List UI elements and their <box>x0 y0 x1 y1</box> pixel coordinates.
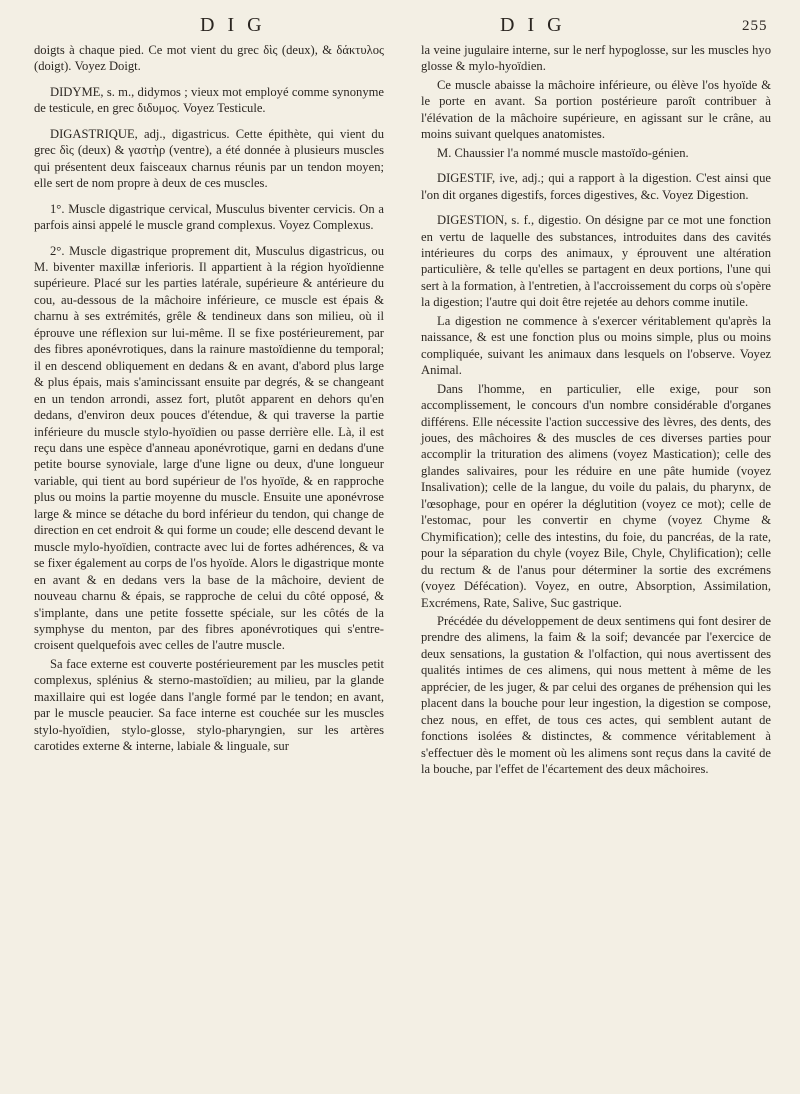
left-column <box>34 42 384 757</box>
paragraph: doigts à chaque pied. Ce mot vient du grec δὶς (deux), & δάκτυλος (doigt). Voyez Doigt. <box>34 43 384 74</box>
paragraph: la veine jugulaire interne, sur le nerf hypoglosse, sur les muscles hyo glosse & mylo-hyoïdien. <box>421 43 771 74</box>
right-column <box>421 42 771 779</box>
entry-digastrique-cervical: 1°. Muscle digastrique cervical, Musculus biventer cervicis. On a parfois ainsi appelé le muscle grand complexus. Voyez Complexus. <box>34 201 384 233</box>
entry-digestion: DIGESTION, s. f., digestio. On désigne par ce mot une fonction en vertu de laquelle des substances, introduites dans des cavités intérieures du corps des animaux, y éprouvent une altération particulière, & telle qu'elles se partagent en deux portions, l'une qui sert à la formation, à l'entretien, à l'accroissement du corps où s'opère la digestion; l'autre qui doit être rejetée au dehors comme inutile. <box>421 213 771 310</box>
running-head-right: D I G <box>500 14 566 36</box>
paragraph: La digestion ne commence à s'exercer véritablement qu'après la naissance, & est une fonction plus ou moins simple, plus ou moins compliquée, suivant les animaux dans lesquels on l'observe. Voyez Animal. <box>421 313 771 378</box>
running-head-left: D I G <box>200 14 266 36</box>
paragraph: Précédée du développement de deux sentimens qui font desirer de prendre des alimens, la faim & la soif; devancée par l'exercice de deux sensations, la gustation & l'olfaction, qui nous avertissent des qualités intimes de ces alimens, qui nous mettent à même de les apprécier, de les juger, & par celui des organes de préhension qui les placent dans la bouche pour leur ingestion, la digestion se compose, chez nous, en effet, de tous ces actes, qui semblent autant de fonctions isolées & distinctes, & commence véritablement à s'effectuer dès le moment où les alimens sont reçus dans la cavité de la bouche, par l'effet de l'écartement des deux mâchoires. <box>421 613 771 777</box>
entry-didyme: DIDYME, s. m., didymos ; vieux mot employé comme synonyme de testicule, en grec διδυμος. Voyez Testicule. <box>34 84 384 116</box>
paragraph: M. Chaussier l'a nommé muscle mastoïdo-génien. <box>437 145 689 160</box>
paragraph: Sa face externe est couverte postérieurement par les muscles petit complexus, splénius & sterno-mastoïdien; au milieu, par la glande maxillaire qui est logée dans l'angle formé par le tendon; en avant, par le muscle peaucier. Sa face interne est couchée sur les muscles stylo-hyoïdien, stylo-glosse, stylo-pharyngien, sur les artères carotides externe & interne, labiale & linguale, sur <box>34 656 384 754</box>
entry-digastrique-proprement-dit: 2°. Muscle digastrique proprement dit, Musculus digastricus, ou M. biventer maxillæ inferioris. Il appartient à la région hyoïdienne supérieure. Placé sur les parties latérale, supérieure & antérieure du cou, au-dessous de la mâchoire inférieure, ce muscle est épais & charnu à ses extrémités, grêle & tendineux dans son milieu, où il éprouve une réflexion sur lui-même. Il se fixe postérieurement, par des fibres aponévrotiques, dans la rainure mastoïdienne du temporal; il en descend obliquement en dedans & en avant, d'abord plus large & plus épais, mais s'amincissant ensuite par degrés, & se changeant en un tendon arrondi, assez fort, plutôt apparent en dehors qu'en dedans, d'environ deux pouces d'étendue, & qui traverse la partie inférieure du muscle stylo-hyoïdien ou passe derrière elle. Là, il est reçu dans une espèce d'anneau aponévrotique, garni en dedans d'une petite bourse synoviale, large d'une ligne ou deux, d'une longueur variable, qui tient au bord supérieur de l'os hyoïde, & en rapproche plus ou moins la partie moyenne du muscle. Ensuite une aponévrose large & mince se détache du bord inférieur du tendon, qui change de direction en cet endroit & qui forme un coude; elle descend devant le muscle mylo-hyoïdien, contracte avec lui de fortes adhérences, & va se fixer également au corps de l'os hyoïde. Alors le digastrique monte en avant & en dedans vers la base de la mâchoire, devient de nouveau charnu & épais, se rapproche de celui du côté opposé, & s'implante, dans une petite fossette spéciale, sur les côtés de la symphyse du menton, par des fibres aponévrotiques qui s'entre-croisent quelquefois avec celles de l'autre muscle. <box>34 243 384 653</box>
entry-digastrique: DIGASTRIQUE, adj., digastricus. Cette épithète, qui vient du grec δὶς (deux) & γαστὴρ (ventre), a été donnée à plusieurs muscles qui présentent deux faisceaux charnus réunis par un tendon moyen; elle sert de nom propre à deux de ces muscles. <box>34 126 384 191</box>
paragraph: Dans l'homme, en particulier, elle exige, pour son accomplissement, le concours d'un nombre considérable d'organes différens. Elle nécessite l'action successive des lèvres, des dents, des joues, des mâchoires & des muscles de ces diverses parties pour accomplir la trituration des alimens (voyez Mastication); celle des glandes salivaires, pour les réduire en une pâte humide (voyez Insalivation); celle de la langue, du voile du palais, du pharynx, de l'œsophage, pour en opérer la déglutition (voyez ce mot); celle de l'estomac, pour les convertir en chyme (voyez Chyme & Chymification); celle des intestins, du foie, du pancréas, de la rate, pour la séparation du chyle (voyez Bile, Chyle, Chylification); celle du rectum & de l'anus pour déterminer la sortie des excrémens (voyez Défécation). Voyez, en outre, Absorption, Assimilation, Excrémens, Rate, Salive, Suc gastrique. <box>421 381 771 610</box>
page-number: 255 <box>742 18 768 34</box>
entry-digestif: DIGESTIF, ive, adj.; qui a rapport à la digestion. C'est ainsi que l'on dit organes digestifs, forces digestives, &c. Voyez Digestion. <box>421 171 771 202</box>
paragraph: Ce muscle abaisse la mâchoire inférieure, ou élève l'os hyoïde & le porte en avant. Sa portion postérieure paroît contribuer à l'élévation de la mâchoire supérieure, en agissant sur le crâne, au moins suivant quelques anatomistes. <box>421 77 771 142</box>
